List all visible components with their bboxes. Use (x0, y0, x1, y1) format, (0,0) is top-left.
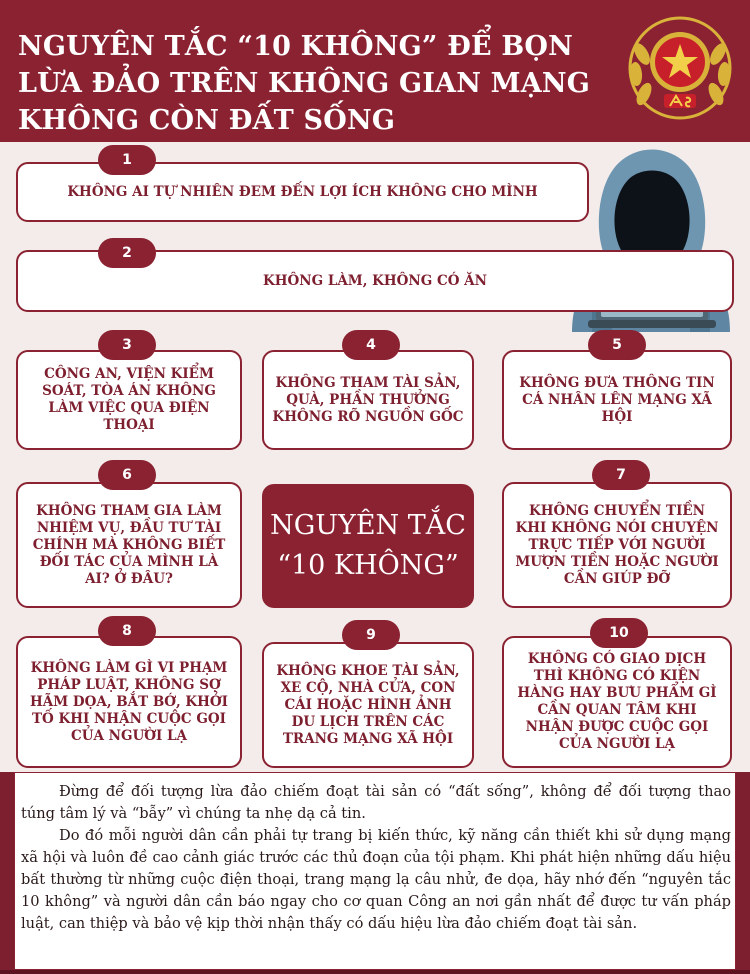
rule-text-10: KHÔNG CÓ GIAO DỊCH THÌ KHÔNG CÓ KIỆN HÀNG HAY BƯU PHẨM GÌ CẦN QUAN TÂM KHI NHẬN ĐƯỢC CUỘC GỌI CỦA NGƯỜI LẠ (517, 651, 717, 752)
rule-text-6: KHÔNG THAM GIA LÀM NHIỆM VỤ, ĐẦU TƯ TÀI CHÍNH MÀ KHÔNG BIẾT ĐỐI TÁC CỦA MÌNH LÀ AI? Ở ĐÂU? (32, 502, 226, 587)
bottom-strip (0, 970, 750, 974)
rule-box-9 (262, 642, 474, 768)
rule-badge-4: 4 (342, 330, 400, 360)
advice-paragraph-1: Đừng để đối tượng lừa đảo chiếm đoạt tài sản có “đất sống”, không để đối tượng thao túng tâm lý và “bẫy” vì chúng ta nhẹ dạ cả tin. (21, 783, 731, 822)
rule-box-10 (502, 636, 732, 768)
center-title-line-1: NGUYÊN TẮC (270, 510, 466, 541)
police-emblem-icon (624, 14, 736, 126)
title-line-1: NGUYÊN TẮC “10 KHÔNG” ĐỂ BỌN (18, 31, 574, 62)
rule-text-9: KHÔNG KHOE TÀI SẢN, XE CỘ, NHÀ CỬA, CON CÁI HOẶC HÌNH ẢNH DU LỊCH TRÊN CÁC TRANG MẠNG XÃ HỘI (276, 662, 460, 747)
rule-badge-9: 9 (342, 620, 400, 650)
rule-badge-3: 3 (98, 330, 156, 360)
rule-badge-2: 2 (98, 238, 156, 268)
rule-text-3: CÔNG AN, VIỆN KIỂM SOÁT, TÒA ÁN KHÔNG LÀM VIỆC QUA ĐIỆN THOẠI (42, 366, 216, 433)
rule-box-5 (502, 350, 732, 450)
rule-box-3 (16, 350, 242, 450)
rule-text-7: KHÔNG CHUYỂN TIỀN KHI KHÔNG NÓI CHUYỆN TRỰC TIẾP VỚI NGƯỜI MƯỢN TIỀN HOẶC NGƯỜI CẦN GIÚP ĐỠ (515, 502, 719, 587)
header-banner (0, 0, 750, 142)
rule-box-6 (16, 482, 242, 608)
rule-text-1: KHÔNG AI TỰ NHIÊN ĐEM ĐẾN LỢI ÍCH KHÔNG CHO MÌNH (67, 183, 538, 200)
rule-badge-6: 6 (98, 460, 156, 490)
page-title (18, 28, 618, 139)
rule-text-5: KHÔNG ĐƯA THÔNG TIN CÁ NHÂN LÊN MẠNG XÃ HỘI (519, 374, 715, 425)
rule-badge-1: 1 (98, 145, 156, 175)
rule-text-4: KHÔNG THAM TÀI SẢN, QUÀ, PHẦN THƯỞNG KHÔNG RÕ NGUỒN GỐC (272, 374, 464, 425)
rule-badge-7: 7 (592, 460, 650, 490)
title-line-3: KHÔNG CÒN ĐẤT SỐNG (18, 105, 396, 136)
rule-badge-5: 5 (588, 330, 646, 360)
rule-box-4 (262, 350, 474, 450)
advice-text-box (14, 772, 736, 970)
rule-text-2: KHÔNG LÀM, KHÔNG CÓ ĂN (263, 272, 487, 289)
title-line-2: LỪA ĐẢO TRÊN KHÔNG GIAN MẠNG (18, 68, 591, 99)
center-title-box (262, 484, 474, 608)
rule-box-8 (16, 636, 242, 768)
rule-box-7 (502, 482, 732, 608)
center-title-line-2: “10 KHÔNG” (277, 550, 459, 581)
rule-text-8: KHÔNG LÀM GÌ VI PHẠM PHÁP LUẬT, KHÔNG SỢ HÃM DỌA, BẮT BỚ, KHỞI TỐ KHI NHẬN CUỘC GỌI CỦA NGƯỜI LẠ (30, 659, 228, 744)
rule-badge-10: 10 (590, 618, 648, 648)
advice-paragraph-2: Do đó mỗi người dân cần phải tự trang bị kiến thức, kỹ năng cần thiết khi sử dụng mạng xã hội và luôn đề cao cảnh giác trước các thủ đoạn của tội phạm. Khi phát hiện những dấu hiệu bất thường từ những cuộc điện thoại, trang mạng lạ câu nhử, đe dọa, hãy nhớ đến “nguyên tắc 10 không” và người dân cần báo ngay cho cơ quan Công an nơi gần nhất để được tư vấn pháp luật, can thiệp và bảo vệ kịp thời nhận thấy có dấu hiệu lừa đảo chiếm đoạt tài sản. (21, 827, 731, 932)
rule-badge-8: 8 (98, 616, 156, 646)
